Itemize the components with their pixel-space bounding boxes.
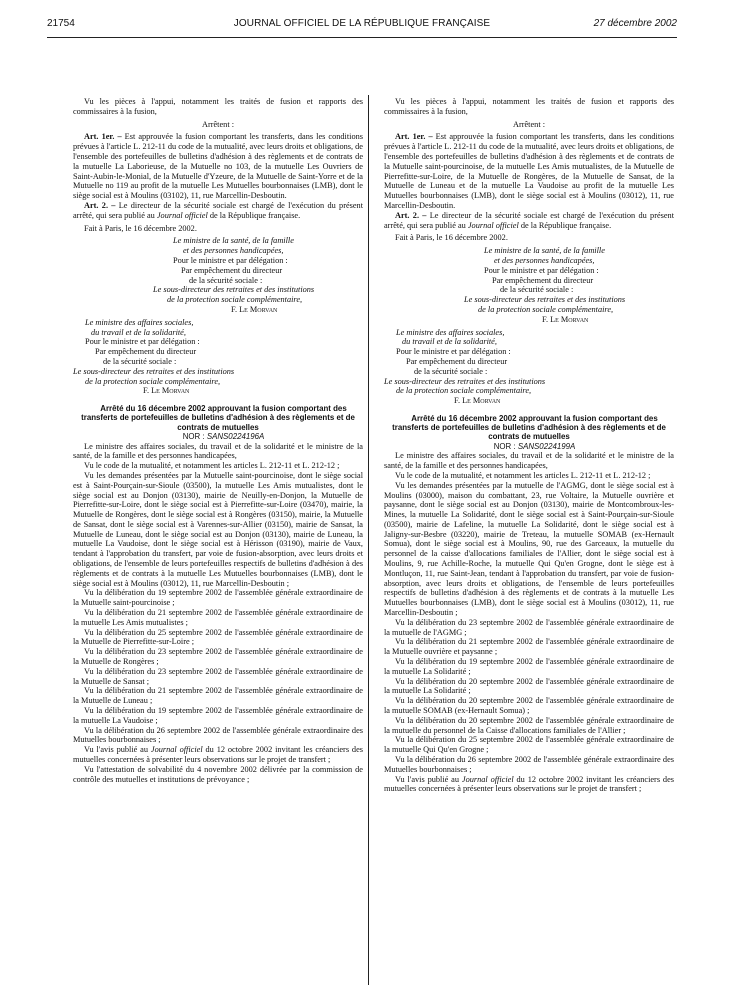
journal-officiel-ref: Journal officiel xyxy=(467,220,519,230)
arretent-heading: Arrêtent : xyxy=(512,119,546,129)
avis-paragraph xyxy=(384,775,674,795)
journal-officiel-ref: Journal officiel xyxy=(156,210,208,220)
article-2-text-end: de la République française. xyxy=(207,210,301,220)
arretent-heading: Arrêtent : xyxy=(201,119,235,129)
avis-text: Vu l'avis publié au xyxy=(84,745,151,755)
page-number: 21754 xyxy=(47,18,75,29)
article-2 xyxy=(73,201,363,221)
sig-line: Par empêchement du directeur xyxy=(492,275,594,285)
body-paragraph: Vu la délibération du 20 septembre 2002 de l'assemblée générale extraordinaire de la mutuelle du personnel de la Caisse d'allocations familiales de l'Allier ; xyxy=(384,715,674,735)
sig-line: et des personnes handicapées, xyxy=(183,246,284,256)
sig-line: Le ministre de la santé, de la famille xyxy=(484,246,605,256)
sig-line: Le sous-directeur des retraites et des institutions xyxy=(384,376,546,386)
journal-title: JOURNAL OFFICIEL DE LA RÉPUBLIQUE FRANÇAISE xyxy=(233,18,491,29)
page-header xyxy=(47,18,677,34)
sig-line: Le ministre des affaires sociales, xyxy=(396,327,505,337)
sig-line: du travail et de la solidarité, xyxy=(402,337,497,347)
body-paragraph: Vu la délibération du 19 septembre 2002 de l'assemblée générale extraordinaire de la mutuelle La Vaudoise ; xyxy=(73,706,363,725)
body-paragraph: Vu les demandes présentées par la mutuelle de l'AGMG, dont le siège social est à Moulins (03000), maison du combattant, 23, rue Voltaire, la Mutuelle ouvrière et paysanne, dont le siège social est au Donjon (03130), mairie de Montcombroux-les-Mines, la mutuelle La Solidarité, dont le siège social est à Saint-Pourçain-sur-Sioule (03500), mairie de Lafeline, la mutuelle La Solidarité, dont le siège social est à Jaligny-sur-Besbre (03220), mairie de Treteau, la mutuelle SOMAB (ex-Hernault Somua), dont le siège social est à Moulins, 90, rue des Garceaux, la mutuelle du personnel de la caisse d'allocations familiales de l'Allier, dont le siège social est à Moulins, 9, rue Achille-Roche, la mutuelle Qui Qu'en Grogne, dont le siège est à Montluçon, 11, rue Saint-Jean, tendant à l'approbation du transfert, par voie de fusion-absorption, avec leurs droits et obligations, de l'ensemble de leurs portefeuilles respectifs de bulletins d'adhésion à des règlements et de contrats à la mutuelle Les Mutuelles bourbonnaises (LMB), dont le siège social est à Moulins (03012), 11, rue Marcellin-Desboutin ; xyxy=(384,480,674,618)
body-paragraph: Vu le code de la mutualité, et notamment les articles L. 212-11 et L. 212-12 ; xyxy=(84,461,340,471)
body-paragraph: Vu la délibération du 21 septembre 2002 de l'assemblée générale extraordinaire de la Mutuelle de Luneau ; xyxy=(73,686,363,706)
body-paragraph: Vu la délibération du 19 septembre 2002 de l'assemblée générale extraordinaire de la mutuelle La Solidarité ; xyxy=(384,657,674,676)
article-1 xyxy=(384,132,674,210)
attestation-paragraph: Vu l'attestation de solvabilité du 4 novembre 2002 délivrée par la commission de contrôle des mutuelles et institutions de prévoyance ; xyxy=(73,764,363,784)
body-paragraph: Vu le code de la mutualité, et notamment les articles L. 212-11 et L. 212-12 ; xyxy=(395,470,651,480)
body-paragraph: Vu la délibération du 21 septembre 2002 de l'assemblée générale extraordinaire de la mutuelle Les Amis mutualistes ; xyxy=(73,608,363,627)
sig-line: du travail et de la solidarité, xyxy=(91,327,186,337)
signature-block-1 xyxy=(444,246,674,324)
sig-line: Le sous-directeur des retraites et des institutions xyxy=(73,366,235,376)
avis-text-end: du 12 octobre 2002 invitant les créanciers des mutuelles concernées à présenter leurs observations sur le projet de transfert ; xyxy=(73,745,363,765)
sig-line: de la sécurité sociale : xyxy=(189,275,263,285)
sig-line: de la protection sociale complémentaire, xyxy=(478,304,614,314)
signatory-name: F. Le Morvan xyxy=(454,396,501,406)
intro-paragraph: Vu les pièces à l'appui, notamment les traités de fusion et rapports des commissaires à la fusion, xyxy=(73,97,363,116)
article-1-label: Art. 1er. – xyxy=(395,132,433,142)
body-paragraph: Vu les demandes présentées par la Mutuelle saint-pourcinoise, dont le siège social est à Saint-Pourçain-sur-Sioule (03500), la mutuelle Les Amis mutualistes, dont le siège social est au Donjon (03130), mairie de Neuilly-en-Donjon, la Mutuelle de Pierrefitte-sur-Loire, dont le siège social est à Pierrefitte-sur-Loire (03470), mairie, la Mutuelle de Rongères, dont le siège social est à Rongères (03150), mairie, la Mutuelle de Sansat, dont le siège social est à Varennes-sur-Allier (03150), mairie de Sansat, la Mutuelle de Luneau, dont le siège social est au Donjon (03130), mairie de Luneau, la mutuelle La Vaudoise, dont le siège social est à Hérisson (03190), mairie de Vaux, tendant à l'approbation du transfert, par voie de fusion-absorption, avec leurs droits et obligations, de l'ensemble de leurs portefeuilles respectifs de bulletins d'adhésion à des règlements et de contrats à la mutuelle Les Mutuelles bourbonnaises (LMB), dont le siège social est à Moulins (03012), 11, rue Marcellin-Desboutin ; xyxy=(73,470,363,588)
article-2-label: Art. 2. – xyxy=(84,200,116,210)
article-1-label: Art. 1er. – xyxy=(84,132,122,142)
article-2-text: Le directeur de la sécurité sociale est chargé de l'exécution du présent arrêté, qui sera publié au xyxy=(73,200,364,220)
sig-line: de la sécurité sociale : xyxy=(103,356,177,366)
sig-line: et des personnes handicapées, xyxy=(494,255,595,265)
body-paragraph: Vu la délibération du 26 septembre 2002 de l'assemblée générale extraordinaire des Mutuelles bourbonnaises ; xyxy=(73,725,363,745)
sig-line: de la protection sociale complémentaire, xyxy=(167,295,303,305)
avis-paragraph xyxy=(73,745,363,765)
body-paragraph: Vu la délibération du 20 septembre 2002 de l'assemblée générale extraordinaire de la mutuelle SOMAB (ex-Hernault Somua) ; xyxy=(384,696,674,716)
body-paragraph: Vu la délibération du 23 septembre 2002 de l'assemblée générale extraordinaire de la mutuelle de l'AGMG ; xyxy=(384,617,674,637)
right-column xyxy=(384,97,674,794)
intro-paragraph: Vu les pièces à l'appui, notamment les traités de fusion et rapports des commissaires à la fusion, xyxy=(384,97,674,116)
article-1 xyxy=(73,132,363,201)
left-column xyxy=(73,97,363,784)
fait-a-paris: Fait à Paris, le 16 décembre 2002. xyxy=(395,233,508,243)
nor-label: NOR : xyxy=(182,431,205,441)
signature-block-1 xyxy=(133,236,363,314)
sig-line: de la sécurité sociale : xyxy=(414,366,488,376)
nor-code: SANS0224196A xyxy=(206,431,265,441)
sig-line: Pour le ministre et par délégation : xyxy=(396,347,511,357)
article-2-text-end: de la République française. xyxy=(518,220,612,230)
signature-block-2 xyxy=(384,328,674,406)
sig-line: Par empêchement du directeur xyxy=(95,347,197,357)
column-divider xyxy=(368,95,369,985)
sig-line: de la protection sociale complémentaire, xyxy=(396,386,532,396)
nor-label: NOR : xyxy=(493,441,516,451)
article-2-text: Le directeur de la sécurité sociale est chargé de l'exécution du présent arrêté, qui sera publié au xyxy=(384,210,675,230)
body-paragraph: Vu la délibération du 23 septembre 2002 de l'assemblée générale extraordinaire de la Mutuelle de Sansat ; xyxy=(73,666,363,686)
sig-line: Le sous-directeur des retraites et des institutions xyxy=(153,285,315,295)
article-1-text: Est approuvée la fusion comportant les transferts, dans les conditions prévues à l'article L. 212-11 du code de la mutualité, avec leurs droits et obligations, de l'ensemble des portefeuilles de bulletins d'adhésion à des règlements et de contrats de la Mutuelle saint-pourcinoise, de la mutuelle Les Amis mutualistes, de la Mutuelle de Pierrefitte-sur-Loire, de la Mutuelle de Rongères, de la Mutuelle de Sansat, de la Mutuelle de Luneau et de la mutuelle La Vaudoise au profit de la mutuelle Les Mutuelles bourbonnaises (LMB), dont le siège social est à Moulins (03012), 11, rue Marcellin-Desboutin. xyxy=(384,132,675,210)
header-rule xyxy=(47,37,677,38)
signatory-name: F. Le Morvan xyxy=(143,386,190,396)
body-paragraph: Le ministre des affaires sociales, du travail et de la solidarité et le ministre de la santé, de la famille et des personnes handicapées, xyxy=(73,441,363,461)
avis-text-end: du 12 octobre 2002 invitant les créanciers des mutuelles concernées à présenter leurs observations sur le projet de transfert ; xyxy=(384,774,674,794)
journal-officiel-ref: Journal officiel xyxy=(461,774,514,784)
sig-line: Pour le ministre et par délégation : xyxy=(85,337,200,347)
body-paragraph: Vu la délibération du 25 septembre 2002 de l'assemblée générale extraordinaire de la mutuelle Qui Qu'en Grogne ; xyxy=(384,735,674,755)
nor-code: SANS0224199A xyxy=(517,441,576,451)
sig-line: Pour le ministre et par délégation : xyxy=(484,265,599,275)
sig-line: de la sécurité sociale : xyxy=(500,285,574,295)
sig-line: Le ministre de la santé, de la famille xyxy=(173,236,294,246)
fait-a-paris: Fait à Paris, le 16 décembre 2002. xyxy=(84,223,197,233)
article-2-label: Art. 2. – xyxy=(395,210,427,220)
article-1-text: Est approuvée la fusion comportant les transferts, dans les conditions prévues à l'article L. 212-11 du code de la mutualité, avec leurs droits et obligations, de l'ensemble des portefeuilles de bulletins d'adhésion à des règlements et de contrats de la mutuelle La Laborieuse, de la Mutuelle no 103, de la mutuelle Les Ouvriers de Saint-Aubin-le-Monial, de la Mutuelle d'Yzeure, de la Mutuelle de Saint-Yorre et de la Mutuelle no 119 au profit de la mutuelle Les Mutuelles bourbonnaises (LMB), dont le siège social est à Moulins (03102), 11, rue Marcellin-Desboutin. xyxy=(73,132,364,201)
body-paragraph: Vu la délibération du 19 septembre 2002 de l'assemblée générale extraordinaire de la Mutuelle saint-pourcinoise ; xyxy=(73,588,363,608)
sig-line: de la protection sociale complémentaire, xyxy=(85,376,221,386)
sig-line: Par empêchement du directeur xyxy=(406,356,508,366)
signatory-name: F. Le Morvan xyxy=(542,314,589,324)
signature-block-2 xyxy=(73,318,363,396)
issue-date: 27 décembre 2002 xyxy=(593,18,677,29)
article-2 xyxy=(384,211,674,231)
body-paragraph: Vu la délibération du 21 septembre 2002 de l'assemblée générale extraordinaire de la Mutuelle ouvrière et paysanne ; xyxy=(384,637,674,657)
sig-line: Par empêchement du directeur xyxy=(181,265,283,275)
sig-line: Pour le ministre et par délégation : xyxy=(173,255,288,265)
avis-text: Vu l'avis publié au xyxy=(395,774,462,784)
signatory-name: F. Le Morvan xyxy=(231,304,278,314)
body-paragraph: Vu la délibération du 23 septembre 2002 de l'assemblée générale extraordinaire de la Mutuelle de Rongères ; xyxy=(73,647,363,667)
nor-reference xyxy=(73,432,363,442)
body-paragraph: Vu la délibération du 25 septembre 2002 de l'assemblée générale extraordinaire de la Mutuelle de Pierrefitte-sur-Loire ; xyxy=(73,627,363,647)
nor-reference xyxy=(384,442,674,452)
body-paragraph: Le ministre des affaires sociales, du travail et de la solidarité et le ministre de la santé, de la famille et des personnes handicapées, xyxy=(384,451,674,471)
decree-title: Arrêté du 16 décembre 2002 approuvant la fusion comportant des transferts de portefeuilles de bulletins d'adhésion à des règlements et de contrats de mutuelles xyxy=(392,413,666,442)
decree-title: Arrêté du 16 décembre 2002 approuvant la fusion comportant des transferts de portefeuilles de bulletins d'adhésion à des règlements et de contrats de mutuelles xyxy=(81,404,355,432)
body-paragraph: Vu la délibération du 26 septembre 2002 de l'assemblée générale extraordinaire des Mutuelles bourbonnaises ; xyxy=(384,755,674,774)
sig-line: Le ministre des affaires sociales, xyxy=(85,317,194,327)
sig-line: Le sous-directeur des retraites et des institutions xyxy=(464,295,626,305)
journal-officiel-ref: Journal officiel xyxy=(150,745,203,755)
body-paragraph: Vu la délibération du 20 septembre 2002 de l'assemblée générale extraordinaire de la mutuelle La Solidarité ; xyxy=(384,676,674,696)
